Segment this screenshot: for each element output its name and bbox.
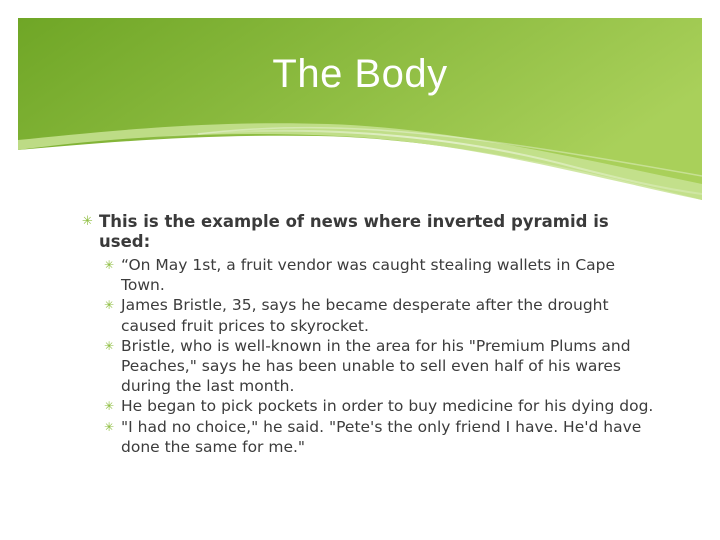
lead-text: This is the example of news where inverted pyramid is used: <box>99 212 609 251</box>
list-item <box>104 255 662 295</box>
slide-body <box>82 212 662 457</box>
list-item <box>104 295 662 335</box>
sub-bullet-list <box>82 255 662 457</box>
asterisk-bullet-icon: ✳ <box>104 399 115 414</box>
list-item <box>104 336 662 397</box>
list-item <box>104 396 662 416</box>
header-swoosh-graphic <box>18 18 702 200</box>
list-item <box>104 417 662 457</box>
list-item-text: Bristle, who is well-known in the area for his "Premium Plums and Peaches," says he has been unable to sell even half of his wares during the last month. <box>121 336 631 396</box>
asterisk-bullet-icon: ✳ <box>104 258 115 272</box>
list-item-text: "I had no choice," he said. "Pete's the only friend I have. He'd have done the same for me." <box>121 417 642 456</box>
lead-bullet-item <box>82 212 662 252</box>
asterisk-bullet-icon: ✳ <box>82 214 93 229</box>
slide-title: The Body <box>272 52 448 96</box>
list-item-text: He began to pick pockets in order to buy medicine for his dying dog. <box>121 397 654 416</box>
list-item-text: “On May 1st, a fruit vendor was caught stealing wallets in Cape Town. <box>121 256 616 295</box>
asterisk-bullet-icon: ✳ <box>104 298 115 313</box>
asterisk-bullet-icon: ✳ <box>104 338 115 353</box>
header-banner <box>18 18 702 200</box>
list-item-text: James Bristle, 35, says he became desperate after the drought caused fruit prices to skyrocket. <box>121 296 609 335</box>
asterisk-bullet-icon: ✳ <box>104 419 115 434</box>
